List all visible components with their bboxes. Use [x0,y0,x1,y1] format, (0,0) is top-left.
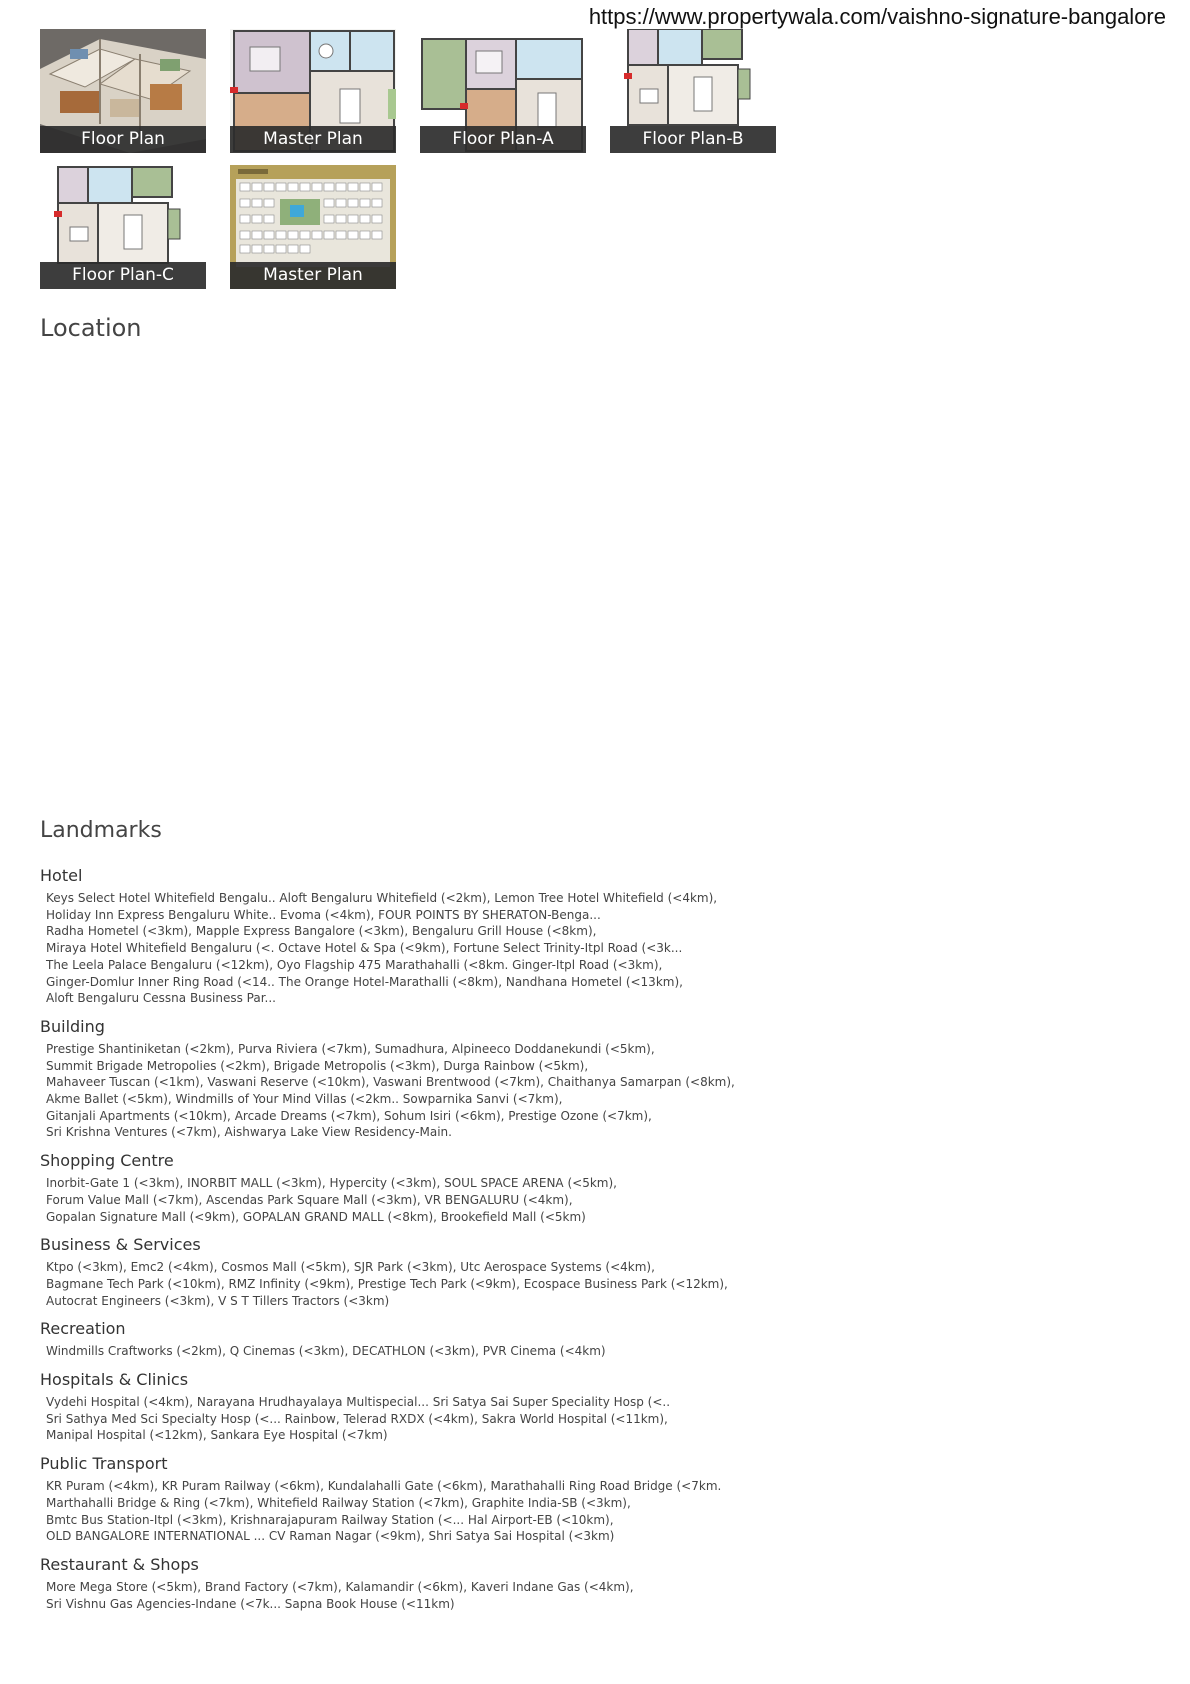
landmark-line: Aloft Bengaluru Cessna Business Par... [46,991,276,1006]
landmark-category-title: Hospitals & Clinics [40,1370,189,1390]
landmark-line: Vydehi Hospital (<4km), Narayana Hrudhayalaya Multispecial... Sri Satya Sai Super Speciality Hosp (<.. [46,1395,671,1410]
landmark-line: Mahaveer Tuscan (<1km), Vaswani Reserve (<10km), Vaswani Brentwood (<7km), Chaithanya Samarpan (<8km), [46,1075,735,1090]
gallery-caption: Floor Plan-C [40,262,206,289]
landmark-line: Akme Ballet (<5km), Windmills of Your Mind Villas (<2km.. Sowparnika Sanvi (<7km), [46,1092,563,1107]
landmark-line: Keys Select Hotel Whitefield Bengalu.. Aloft Bengaluru Whitefield (<2km), Lemon Tree Hotel Whitefield (<4km), [46,891,718,905]
landmark-line: Bagmane Tech Park (<10km), RMZ Infinity (<9km), Prestige Tech Park (<9km), Ecospace Business Park (<12km), [46,1276,728,1291]
landmark-category [40,1150,1140,1225]
landmark-category-title: Business & Services [40,1235,201,1255]
gallery-caption: Floor Plan-A [420,126,586,153]
gallery-thumb-master-plan-site[interactable] [230,165,396,289]
landmark-line: Sri Krishna Ventures (<7km), Aishwarya Lake View Residency-Main. [46,1125,452,1140]
landmark-category [40,1554,1140,1612]
landmark-category-title: Shopping Centre [40,1151,174,1171]
landmark-line: Ktpo (<3km), Emc2 (<4km), Cosmos Mall (<5km), SJR Park (<3km), Utc Aerospace Systems (<4km), [46,1260,655,1275]
landmark-line: Bmtc Bus Station-Itpl (<3km), Krishnarajapuram Railway Station (<... Hal Airport-EB (<10km), [46,1512,614,1527]
gallery-caption: Master Plan [230,262,396,289]
landmark-category-title: Public Transport [40,1454,168,1474]
landmark-line: Forum Value Mall (<7km), Ascendas Park Square Mall (<3km), VR BENGALURU (<4km), [46,1192,573,1207]
location-heading: Location [40,314,142,342]
landmark-line: Holiday Inn Express Bengaluru White.. Evoma (<4km), FOUR POINTS BY SHERATON-Benga... [46,907,601,922]
landmark-line: Gopalan Signature Mall (<9km), GOPALAN GRAND MALL (<8km), Brookefield Mall (<5km) [46,1209,586,1224]
landmark-category-title: Recreation [40,1319,126,1339]
landmark-line: Radha Hometel (<3km), Mapple Express Bangalore (<3km), Bengaluru Grill House (<8km), [46,924,597,939]
gallery-caption: Master Plan [230,126,396,153]
landmark-category-title: Restaurant & Shops [40,1554,199,1574]
landmark-category-title: Building [40,1016,105,1036]
location-map-area [40,355,1140,805]
landmark-line: Prestige Shantiniketan (<2km), Purva Riviera (<7km), Sumadhura, Alpineeco Doddanekundi (<5km), [46,1041,655,1056]
gallery-caption: Floor Plan [40,126,206,153]
landmark-line: Marthahalli Bridge & Ring (<7km), Whitefield Railway Station (<7km), Graphite India-SB (<3km), [46,1495,631,1510]
gallery-thumb-master-plan[interactable] [230,29,396,153]
landmarks-heading: Landmarks [40,818,162,843]
landmark-line: Inorbit-Gate 1 (<3km), INORBIT MALL (<3km), Hypercity (<3km), SOUL SPACE ARENA (<5km), [46,1176,617,1191]
gallery-caption: Floor Plan-B [610,126,776,153]
landmark-line: KR Puram (<4km), KR Puram Railway (<6km), Kundalahalli Gate (<6km), Marathahalli Ring Road Bridge (<7km. [46,1479,722,1494]
landmark-line: Manipal Hospital (<12km), Sankara Eye Hospital (<7km) [46,1428,388,1443]
landmark-category [40,865,1140,1007]
landmark-category-title: Hotel [40,866,83,885]
landmarks-list [40,865,1140,1621]
gallery-thumb-floor-plan-c[interactable] [40,165,206,289]
landmark-category [40,1016,1140,1141]
landmark-category [40,1318,1140,1360]
landmark-line: Ginger-Domlur Inner Ring Road (<14.. The Orange Hotel-Marathalli (<8km), Nandhana Hometel (<13km), [46,974,683,989]
landmark-category [40,1453,1140,1545]
gallery-thumb-floor-plan-a[interactable] [420,29,586,153]
landmark-line: Sri Vishnu Gas Agencies-Indane (<7k... Sapna Book House (<11km) [46,1596,455,1611]
landmark-line: Windmills Craftworks (<2km), Q Cinemas (<3km), DECATHLON (<3km), PVR Cinema (<4km) [46,1344,606,1359]
landmark-category [40,1234,1140,1309]
landmark-line: Gitanjali Apartments (<10km), Arcade Dreams (<7km), Sohum Isiri (<6km), Prestige Ozone (<7km), [46,1108,652,1123]
landmark-line: Summit Brigade Metropolies (<2km), Brigade Metropolis (<3km), Durga Rainbow (<5km), [46,1058,589,1073]
gallery-thumb-floor-plan-b[interactable] [610,29,776,153]
landmark-line: More Mega Store (<5km), Brand Factory (<7km), Kalamandir (<6km), Kaveri Indane Gas (<4km), [46,1579,634,1594]
landmark-line: Sri Sathya Med Sci Specialty Hosp (<... Rainbow, Telerad RXDX (<4km), Sakra World Hospital (<11km), [46,1411,668,1426]
landmark-line: OLD BANGALORE INTERNATIONAL ... CV Raman Nagar (<9km), Shri Satya Sai Hospital (<3km) [46,1529,615,1544]
landmark-category [40,1369,1140,1444]
landmark-line: The Leela Palace Bengaluru (<12km), Oyo Flagship 475 Marathahalli (<8km. Ginger-Itpl Road (<3km), [46,957,663,972]
landmark-line: Autocrat Engineers (<3km), V S T Tillers Tractors (<3km) [46,1293,390,1308]
page-url[interactable]: https://www.propertywala.com/vaishno-signature-bangalore [588,4,1166,29]
gallery-thumb-floor-plan[interactable] [40,29,206,153]
landmark-line: Miraya Hotel Whitefield Bengaluru (<. Octave Hotel & Spa (<9km), Fortune Select Trinity-Itpl Road (<3k... [46,941,683,956]
